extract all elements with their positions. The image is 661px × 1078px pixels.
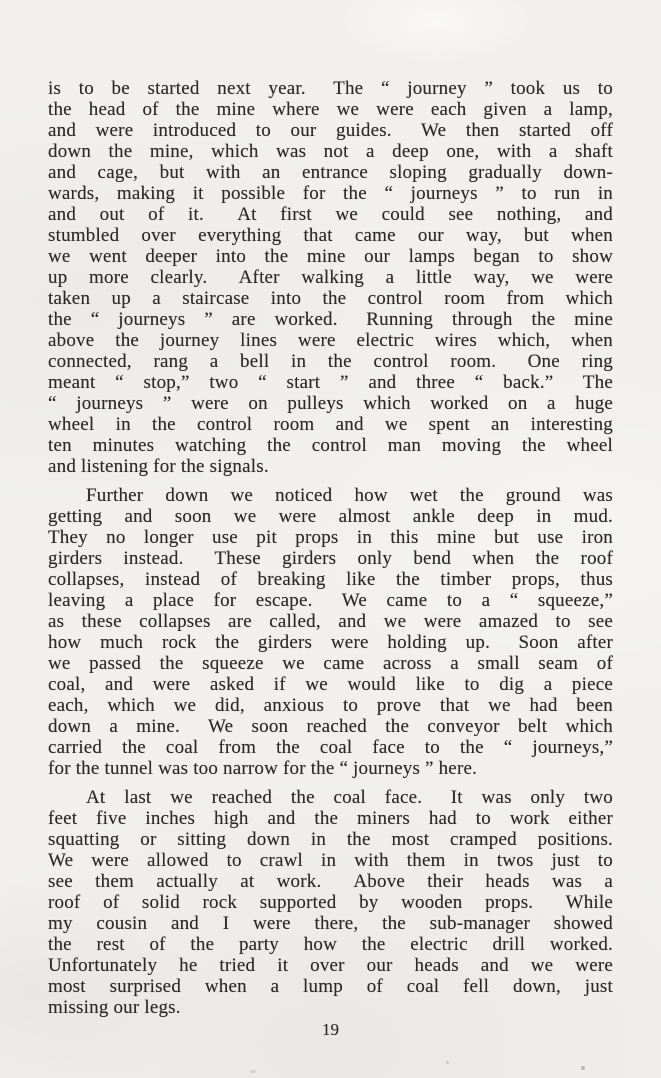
text-line: we passed the squeeze we came across a small seam of [48, 653, 613, 674]
ink-speck [446, 1061, 449, 1064]
text-line: Further down we noticed how wet the ground was [86, 485, 613, 506]
text-line: down a mine. We soon reached the conveyor belt which [48, 716, 613, 737]
text-line: wards, making it possible for the “ journeys ” to run in [48, 183, 613, 204]
text-line: each, which we did, anxious to prove that we had been [48, 695, 613, 716]
text-line: and out of it. At first we could see nothing, and [48, 204, 613, 225]
text-line: leaving a place for escape. We came to a “ squeeze,” [48, 590, 613, 611]
text-line: girders instead. These girders only bend when the roof [48, 548, 613, 569]
text-line: see them actually at work. Above their heads was a [48, 871, 613, 892]
text-line: above the journey lines were electric wires which, when [48, 330, 613, 351]
text-line: the “ journeys ” are worked. Running through the mine [48, 309, 613, 330]
paragraph [48, 787, 613, 1018]
text-line: meant “ stop,” two “ start ” and three “ back.” The [48, 372, 613, 393]
text-line: and were introduced to our guides. We then started off [48, 120, 613, 141]
text-line: collapses, instead of breaking like the timber props, thus [48, 569, 613, 590]
paragraph [48, 78, 613, 477]
text-line: most surprised when a lump of coal fell down, just [48, 976, 613, 997]
text-line: roof of solid rock supported by wooden props. While [48, 892, 613, 913]
page-text [48, 78, 613, 1018]
text-line: Unfortunately he tried it over our heads and we were [48, 955, 613, 976]
text-line: for the tunnel was too narrow for the “ journeys ” here. [48, 758, 478, 779]
text-line: and cage, but with an entrance sloping gradually down- [48, 162, 613, 183]
ink-speck [581, 1066, 585, 1070]
text-line: feet five inches high and the miners had to work either [48, 808, 613, 829]
ink-speck [250, 1070, 256, 1073]
text-line: They no longer use pit props in this mine but use iron [48, 527, 613, 548]
text-line: stumbled over everything that came our way, but when [48, 225, 613, 246]
text-line: ten minutes watching the control man moving the wheel [48, 435, 613, 456]
page-number: 19 [322, 1020, 339, 1039]
text-line: how much rock the girders were holding up. Soon after [48, 632, 613, 653]
text-line: the rest of the party how the electric drill worked. [48, 934, 613, 955]
text-line: wheel in the control room and we spent an interesting [48, 414, 613, 435]
text-line: the head of the mine where we were each given a lamp, [48, 99, 613, 120]
text-line: We were allowed to crawl in with them in twos just to [48, 850, 613, 871]
text-line: up more clearly. After walking a little way, we were [48, 267, 613, 288]
text-line: squatting or sitting down in the most cramped positions. [48, 829, 613, 850]
text-line: getting and soon we were almost ankle deep in mud. [48, 506, 613, 527]
text-line: down the mine, which was not a deep one, with a shaft [48, 141, 613, 162]
text-line: connected, rang a bell in the control room. One ring [48, 351, 613, 372]
text-line: coal, and were asked if we would like to dig a piece [48, 674, 613, 695]
text-line: carried the coal from the coal face to the “ journeys,” [48, 737, 613, 758]
text-line: At last we reached the coal face. It was only two [86, 787, 613, 808]
text-line: taken up a staircase into the control room from which [48, 288, 613, 309]
text-line: “ journeys ” were on pulleys which worked on a huge [48, 393, 613, 414]
text-line: and listening for the signals. [48, 456, 269, 477]
text-line: my cousin and I were there, the sub-manager showed [48, 913, 613, 934]
text-line: is to be started next year. The “ journey ” took us to [48, 78, 613, 99]
paragraph [48, 485, 613, 779]
text-line: missing our legs. [48, 997, 181, 1018]
text-line: we went deeper into the mine our lamps began to show [48, 246, 613, 267]
text-line: as these collapses are called, and we were amazed to see [48, 611, 613, 632]
